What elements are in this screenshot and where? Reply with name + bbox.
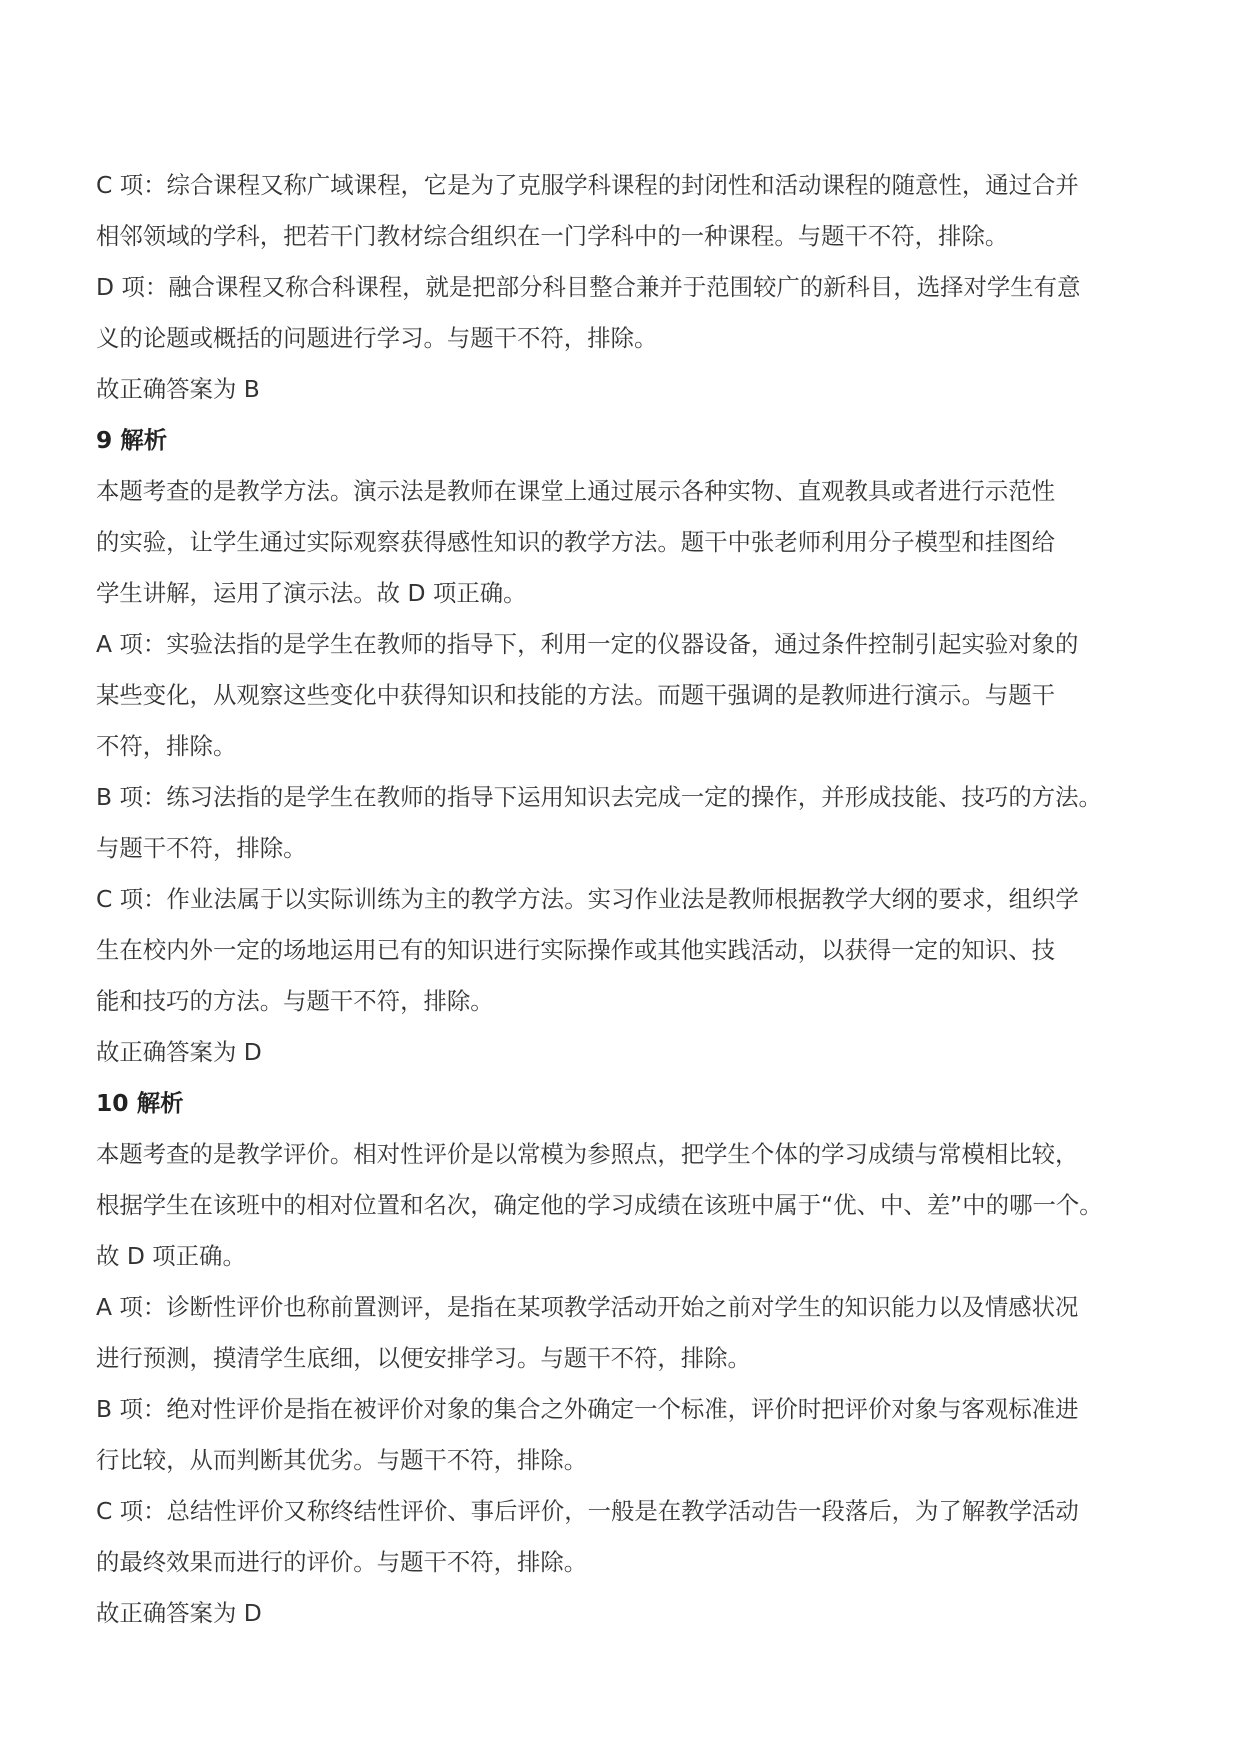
text-line: 能和技巧的方法。与题干不符，排除。 [96,987,494,1015]
text-line: 故正确答案为 D [96,1599,262,1627]
text-line: 不符，排除。 [96,732,237,760]
section-heading: 10 解析 [96,1089,184,1117]
text-line: 学生讲解，运用了演示法。故 D 项正确。 [96,579,527,607]
text-line: C 项：作业法属于以实际训练为主的教学方法。实习作业法是教师根据教学大纲的要求，组织学 [96,885,1079,913]
text-line: 与题干不符，排除。 [96,834,307,862]
text-line: 故正确答案为 B [96,375,260,403]
text-line: B 项：练习法指的是学生在教师的指导下运用知识去完成一定的操作，并形成技能、技巧的方法。 [96,783,1102,811]
document-body [96,160,1176,1639]
text-line: 的最终效果而进行的评价。与题干不符，排除。 [96,1548,588,1576]
text-line: 生在校内外一定的场地运用已有的知识进行实际操作或其他实践活动，以获得一定的知识、技 [96,936,1056,964]
text-line: A 项：诊断性评价也称前置测评，是指在某项教学活动开始之前对学生的知识能力以及情感状况 [96,1293,1079,1321]
text-line: 某些变化，从观察这些变化中获得知识和技能的方法。而题干强调的是教师进行演示。与题干 [96,681,1056,709]
text-line: 行比较，从而判断其优劣。与题干不符，排除。 [96,1446,588,1474]
text-line: C 项：综合课程又称广域课程，它是为了克服学科课程的封闭性和活动课程的随意性，通过合并 [96,171,1079,199]
text-line: 故正确答案为 D [96,1038,262,1066]
text-line: A 项：实验法指的是学生在教师的指导下，利用一定的仪器设备，通过条件控制引起实验对象的 [96,630,1079,658]
text-line: 进行预测，摸清学生底细，以便安排学习。与题干不符，排除。 [96,1344,751,1372]
text-line: 本题考查的是教学方法。演示法是教师在课堂上通过展示各种实物、直观教具或者进行示范性 [96,477,1056,505]
text-line: 根据学生在该班中的相对位置和名次，确定他的学习成绩在该班中属于“优、中、差”中的哪一个。 [96,1191,1103,1219]
text-line: B 项：绝对性评价是指在被评价对象的集合之外确定一个标准，评价时把评价对象与客观标准进 [96,1395,1079,1423]
text-line: 义的论题或概括的问题进行学习。与题干不符，排除。 [96,324,658,352]
text-line: D 项：融合课程又称合科课程，就是把部分科目整合兼并于范围较广的新科目，选择对学生有意 [96,273,1081,301]
text-line: 本题考查的是教学评价。相对性评价是以常模为参照点，把学生个体的学习成绩与常模相比较， [96,1140,1079,1168]
text-line: 的实验，让学生通过实际观察获得感性知识的教学方法。题干中张老师利用分子模型和挂图给 [96,528,1056,556]
section-heading: 9 解析 [96,426,168,454]
text-line: C 项：总结性评价又称终结性评价、事后评价，一般是在教学活动告一段落后，为了解教学活动 [96,1497,1079,1525]
text-line: 相邻领域的学科，把若干门教材综合组织在一门学科中的一种课程。与题干不符，排除。 [96,222,1009,250]
text-line: 故 D 项正确。 [96,1242,246,1270]
